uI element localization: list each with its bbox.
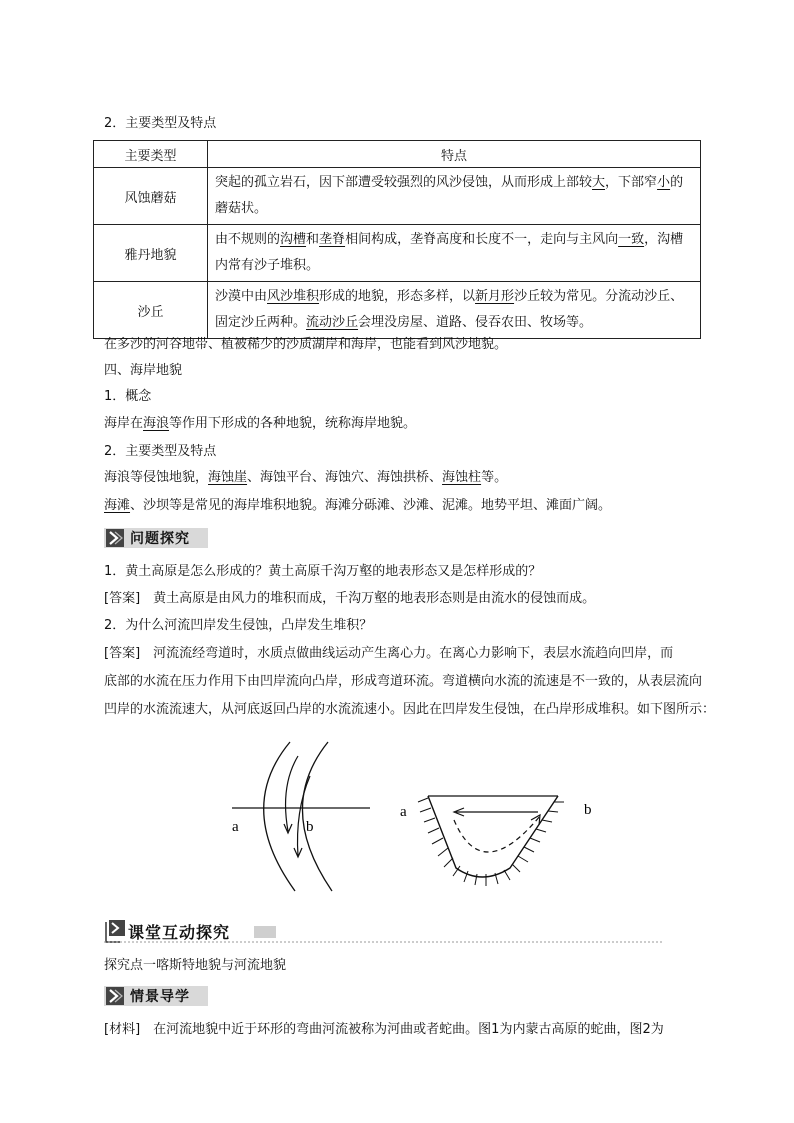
question-2: 2．为什么河流凹岸发生侵蚀，凸岸发生堆积？ xyxy=(104,618,373,633)
text: 会埋没房屋、道路、侵吞农田、牧场等。 xyxy=(358,315,593,330)
answer-2-line-3: 凹岸的水流流速大，从河底返回凸岸的水流流速小。因此在凹岸发生侵蚀，在凸岸形成堆积。如下图所示： xyxy=(104,702,716,717)
badge-label: 问题探究 xyxy=(130,531,190,547)
answer-text: 黄土高原是由风力的堆积而成，千沟万壑的地表形态则是由流水的侵蚀而成。 xyxy=(153,591,596,606)
answer-text: 河流流经弯道时，水质点做曲线运动产生离心力。在离心力影响下，表层水流趋向凹岸，而 xyxy=(153,646,674,661)
table-row xyxy=(94,282,701,339)
text: 沙漠中由 xyxy=(215,289,268,304)
answer-2-line-1 xyxy=(104,644,673,664)
text: 海岸在 xyxy=(104,416,144,431)
material-text xyxy=(104,1020,664,1040)
label-a-right: a xyxy=(400,804,407,820)
text: 等作用下形成的各种地貌，统称海岸地貌。 xyxy=(169,416,417,431)
concept-heading: 1．概念 xyxy=(104,389,152,404)
text: 相间构成，垄脊高度和长度不一，走向与主风向 xyxy=(345,232,619,247)
text: ，沟槽内常有沙子堆积。 xyxy=(215,232,684,273)
label-b-left: b xyxy=(306,819,314,835)
underlined-term: 小 xyxy=(657,175,671,190)
row-feature xyxy=(208,168,701,225)
coast-heading: 四、海岸地貌 xyxy=(104,363,183,378)
underlined-term: 海浪 xyxy=(143,416,170,431)
underlined-term: 垄脊 xyxy=(319,232,346,247)
plan-view xyxy=(232,742,370,891)
text: 海浪等侵蚀地貌， xyxy=(104,470,209,485)
text: 突起的孤立岩石，因下部遭受较强烈的风沙侵蚀，从而形成上部较 xyxy=(215,175,593,190)
underlined-term: 风沙堆积 xyxy=(267,289,320,304)
arrow-icon xyxy=(106,987,124,1005)
after-table-text: 在多沙的河谷地带、植被稀少的沙质湖岸和海岸，也能看到风沙地貌。 xyxy=(104,337,508,352)
underlined-term: 沟槽 xyxy=(280,232,307,247)
underlined-term: 大 xyxy=(592,175,606,190)
row-name: 风蚀蘑菇 xyxy=(94,168,208,225)
underlined-term: 一致 xyxy=(618,232,645,247)
river-bend-figure xyxy=(220,736,620,906)
classroom-section-bar xyxy=(104,918,664,944)
text: 沙丘较为常见。分流动沙丘、固定沙丘两种。 xyxy=(215,289,684,330)
question-1: 1．黄土高原是怎么形成的？黄土高原千沟万壑的地表形态又是怎样形成的？ xyxy=(104,564,542,579)
explore-point-heading: 探究点一喀斯特地貌与河流地貌 xyxy=(104,958,287,973)
arrow-icon xyxy=(106,529,124,547)
label-a-left: a xyxy=(232,819,239,835)
header-type: 主要类型 xyxy=(94,141,208,168)
badge-label: 情景导学 xyxy=(130,989,190,1005)
row-feature xyxy=(208,282,701,339)
label-b-right: b xyxy=(584,802,592,818)
scenario-badge xyxy=(104,986,208,1006)
explore-badge xyxy=(104,528,208,548)
answer-1 xyxy=(104,589,595,609)
deposit-text xyxy=(104,496,611,516)
answer-2-line-2: 底部的水流在压力作用下由凹岸流向凸岸，形成弯道环流。弯道横向水流的流速是不一致的，从表层流向 xyxy=(104,674,703,689)
answer-tag: [答案] xyxy=(104,591,141,606)
section-title: 课堂互动探究 xyxy=(128,923,231,942)
concept-text xyxy=(104,414,416,434)
landform-types-table xyxy=(93,140,701,339)
types-heading: 2．主要类型及特点 xyxy=(104,444,217,459)
header-feature: 特点 xyxy=(208,141,701,168)
text: 、海蚀平台、海蚀穴、海蚀拱桥、 xyxy=(247,470,443,485)
section-heading: 2．主要类型及特点 xyxy=(104,116,217,131)
underlined-term: 海蚀崖 xyxy=(208,470,248,485)
row-feature xyxy=(208,225,701,282)
underlined-term: 海滩 xyxy=(104,498,131,513)
erosion-text xyxy=(104,468,507,488)
underlined-term: 海蚀柱 xyxy=(442,470,482,485)
table-header-row xyxy=(94,141,701,168)
answer-tag: [答案] xyxy=(104,646,141,661)
text: 和 xyxy=(306,232,320,247)
text: 等。 xyxy=(481,470,508,485)
cross-section xyxy=(418,796,564,886)
text: ，下部窄 xyxy=(605,175,658,190)
text: 、沙坝等是常见的海岸堆积地貌。海滩分砾滩、沙滩、泥滩。地势平坦、滩面广阔。 xyxy=(130,498,612,513)
table-row xyxy=(94,225,701,282)
row-name: 沙丘 xyxy=(94,282,208,339)
text: 由不规则的 xyxy=(215,232,281,247)
text: 的蘑菇状。 xyxy=(215,175,684,216)
material-tag: [材料] xyxy=(104,1022,141,1037)
underlined-term: 新月形 xyxy=(475,289,515,304)
underlined-term: 流动沙丘 xyxy=(306,315,359,330)
material-body: 在河流地貌中近于环形的弯曲河流被称为河曲或者蛇曲。图1为内蒙古高原的蛇曲，图2为 xyxy=(153,1022,664,1037)
table-row xyxy=(94,168,701,225)
row-name: 雅丹地貌 xyxy=(94,225,208,282)
text: 形成的地貌，形态多样，以 xyxy=(319,289,476,304)
